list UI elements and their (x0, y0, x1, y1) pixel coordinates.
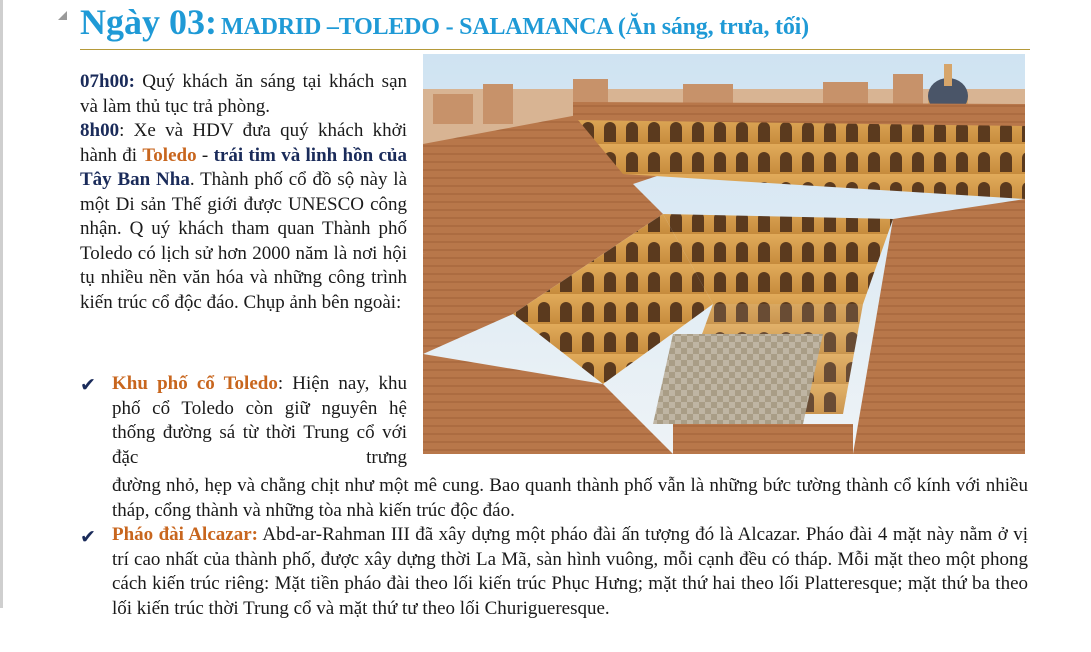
time-0800: 8h00 (80, 120, 120, 141)
left-margin-rule (0, 0, 3, 608)
toledo-highlight: trái tim và linh hồn của Tây Ban Nha (80, 144, 407, 190)
bullet-alcazar (112, 523, 1028, 621)
item2-dash: - (196, 144, 214, 166)
bullet-title-old-town: Khu phố cổ Toledo (112, 373, 278, 394)
checkmark-icon: ✔ (80, 526, 96, 548)
bullet-old-town-text-a: : Hiện nay, khu phố cổ Toledo còn giữ nguyên hệ thống đường sá từ thời Trung cổ với đặc trưng (112, 373, 407, 468)
day-label: Ngày 03: (80, 2, 217, 42)
route-title: MADRID –TOLEDO - SALAMANCA (Ăn sáng, trưa, tối) (221, 14, 809, 40)
itinerary-0800 (80, 119, 407, 315)
bullet-alcazar-text: Abd-ar-Rahman III đã xây dựng một pháo đài ấn tượng đó là Alcazar. Pháo đài 4 mặt này nằm ở vị trí cao nhất của thành phố, được xây dựng thời La Mã, sàn hình vuông, mỗi cạnh đều có tháp. Mỗi mặt theo một phong cách kiến trúc riêng: Mặt tiền pháo đài theo lối kiến trúc Phục Hưng; mặt thứ hai theo lối Platteresque; mặt thứ ba theo lối kiến trúc thời Trung cổ và mặt thứ tư theo lối Churigueresque. (112, 524, 1028, 619)
item1-text: Quý khách ăn sáng tại khách sạn và làm thủ tục trả phòng. (80, 71, 407, 117)
time-0700: 07h00: (80, 71, 135, 92)
item2-text-a: : Xe và HDV đưa quý khách khởi hành đi (80, 120, 407, 166)
cloister-aerial-photo (423, 54, 1025, 454)
heading-underline (80, 49, 1030, 50)
collapse-triangle-icon[interactable] (58, 11, 67, 20)
checkmark-icon: ✔ (80, 374, 96, 396)
bullet-old-town-narrow (112, 372, 407, 470)
item2-text-b: . Thành phố cổ đồ sộ này là một Di sản Thế giới được UNESCO công nhận. Q uý khách tham quan Thành phố Toledo có lịch sử hơn 2000 năm là nơi hội tụ nhiều nền văn hóa và những công trình kiến trúc cổ độc đáo. Chụp ảnh bên ngoài: (80, 169, 407, 313)
itinerary-0700 (80, 70, 407, 119)
bullet-title-alcazar: Pháo đài Alcazar: (112, 524, 258, 545)
day-heading (80, 0, 1030, 52)
place-toledo: Toledo (142, 144, 197, 166)
bullet-old-town-wide (112, 474, 1028, 523)
bullet-old-town-text-b: đường nhỏ, hẹp và chằng chịt như một mê cung. Bao quanh thành phố vẫn là những bức tường thành cổ kính với nhiều tháp, cổng thành và những tòa nhà kiến trúc độc đáo. (112, 475, 1028, 521)
